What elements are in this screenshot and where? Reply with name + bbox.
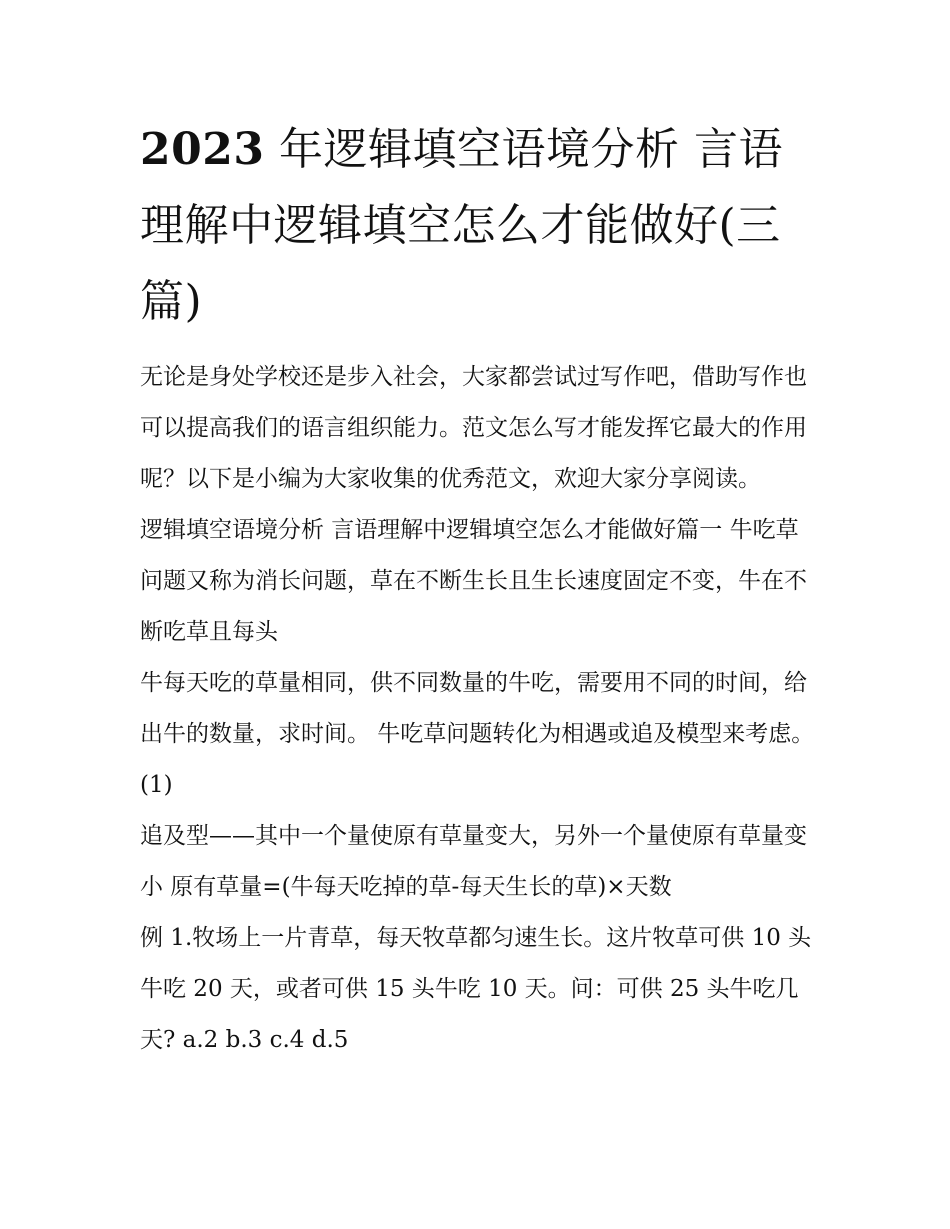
formula-paragraph: 追及型——其中一个量使原有草量变大，另外一个量使原有草量变小 原有草量=(牛每天吃掉的草-每天生长的草)×天数 (140, 823, 807, 900)
title-year: 2023 (140, 124, 265, 175)
example-paragraph: 例 1.牧场上一片青草，每天牧草都匀速生长。这片牧草可供 10 头牛吃 20 天，或者可供 15 头牛吃 10 天。问：可供 25 头牛吃几天? a.2 b.3 c.4 d.5 (140, 925, 812, 1053)
page-title (140, 112, 820, 340)
section-one-paragraph: 逻辑填空语境分析 言语理解中逻辑填空怎么才能做好篇一 牛吃草问题又称为消长问题，草在不断生长且生长速度固定不变，牛在不断吃草且每头 (140, 517, 807, 645)
document-page (140, 112, 820, 1066)
document-body (140, 352, 820, 1066)
explanation-paragraph: 牛每天吃的草量相同，供不同数量的牛吃，需要用不同的时间，给出牛的数量，求时间。 牛吃草问题转化为相遇或追及模型来考虑。 (1) (140, 670, 815, 798)
title-text: 年逻辑填空语境分析 言语理解中逻辑填空怎么才能做好(三篇) (140, 124, 783, 327)
intro-paragraph: 无论是身处学校还是步入社会，大家都尝试过写作吧，借助写作也可以提高我们的语言组织能力。范文怎么写才能发挥它最大的作用呢？以下是小编为大家收集的优秀范文，欢迎大家分享阅读。 (140, 364, 807, 492)
